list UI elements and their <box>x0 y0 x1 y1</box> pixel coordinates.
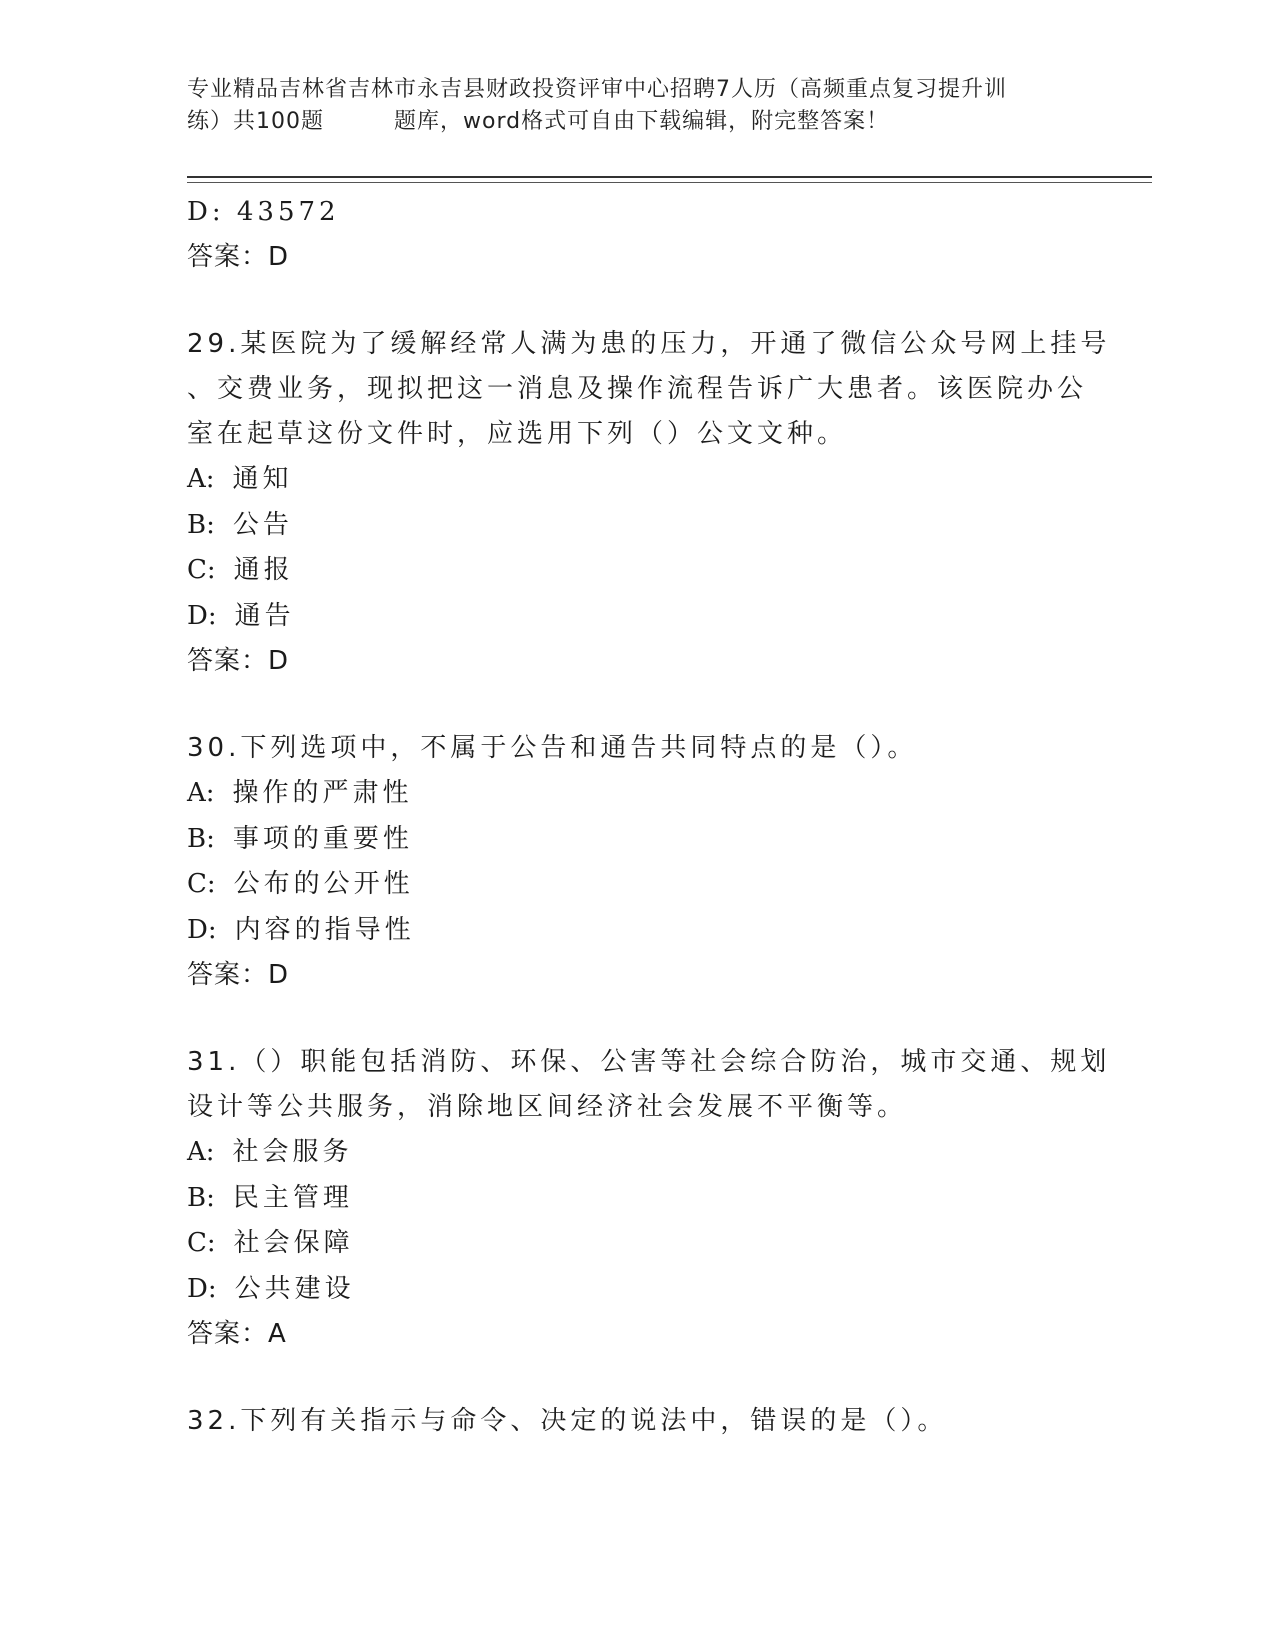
question-32 <box>187 1399 1087 1444</box>
question-29-answer: 答案：D <box>187 646 290 676</box>
question-29-option-c: C: 通报 <box>187 555 294 585</box>
question-30-option-d: D: 内容的指导性 <box>187 914 415 945</box>
header-title-line-2 <box>187 106 1087 138</box>
question-29-option-d: D: 通告 <box>187 600 295 631</box>
header-title-line-1: 专业精品吉林省吉林市永吉县财政投资评审中心招聘7人历（高频重点复习提升训 <box>187 77 1007 102</box>
question-30-option-b: B: 事项的重要性 <box>187 823 413 854</box>
header-title-part-b: 题库，word格式可自由下载编辑，附完整答案！ <box>394 109 890 134</box>
question-30-stem-line-1: 30.下列选项中，不属于公告和通告共同特点的是（）。 <box>187 733 918 763</box>
question-31-option-c: C: 社会保障 <box>187 1228 354 1258</box>
header-divider-thin <box>187 182 1152 183</box>
question-31-option-a: A: 社会服务 <box>187 1137 353 1167</box>
header-title-part-a: 练）共100题 <box>187 109 324 134</box>
question-29-option-b: B: 公告 <box>187 509 293 540</box>
question-29-option-a: A: 通知 <box>187 464 293 494</box>
question-29-stem-line-2: 、交费业务，现拟把这一消息及操作流程告诉广大患者。该医院办公 <box>187 374 1088 404</box>
question-32-stem-line-1: 32.下列有关指示与命令、决定的说法中，错误的是（）。 <box>187 1406 948 1436</box>
question-30-answer: 答案：D <box>187 960 290 990</box>
question-31-answer: 答案：A <box>187 1319 287 1349</box>
prev-answer: 答案：D <box>187 242 290 272</box>
question-31-option-d: D: 公共建设 <box>187 1273 355 1304</box>
question-29-stem-line-1: 29.某医院为了缓解经常人满为患的压力，开通了微信公众号网上挂号 <box>187 329 1111 359</box>
question-29-stem-line-3: 室在起草这份文件时，应选用下列（）公文文种。 <box>187 419 848 449</box>
question-29 <box>187 322 1111 684</box>
question-31-stem-line-1: 31.（）职能包括消防、环保、公害等社会综合防治，城市交通、规划 <box>187 1047 1111 1077</box>
question-30-option-a: A: 操作的严肃性 <box>187 778 413 808</box>
question-31 <box>187 1040 1111 1357</box>
question-30 <box>187 726 1087 998</box>
question-31-stem-line-2: 设计等公共服务，消除地区间经济社会发展不平衡等。 <box>187 1092 908 1122</box>
question-31-option-b: B: 民主管理 <box>187 1182 353 1213</box>
page-header <box>187 74 1087 138</box>
prev-option-d: D: 43572 <box>187 197 340 227</box>
question-30-option-c: C: 公布的公开性 <box>187 869 414 899</box>
question-list <box>187 190 1111 1444</box>
header-divider-thick <box>187 176 1152 178</box>
